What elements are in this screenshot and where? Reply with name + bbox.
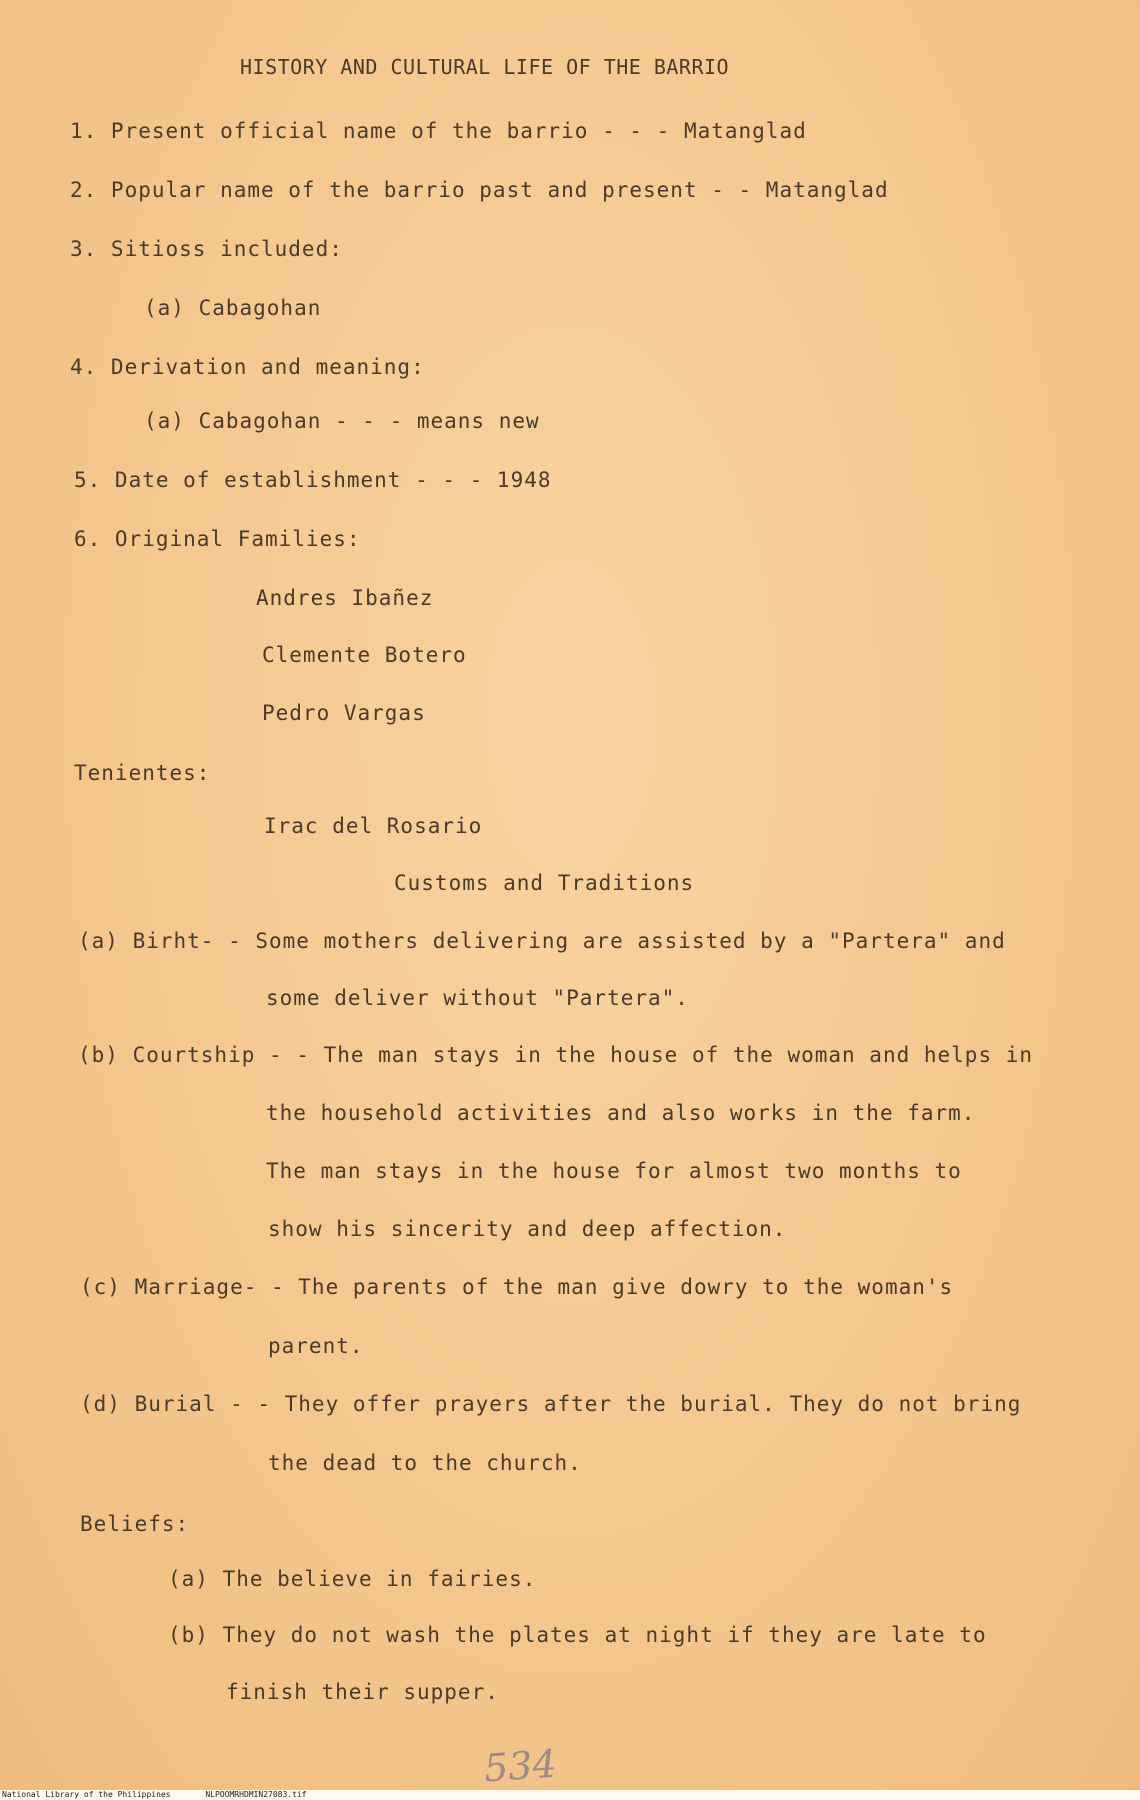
custom-courtship-1: (b) Courtship - - The man stays in the house of the woman and helps in <box>78 1043 1034 1067</box>
customs-heading: Customs and Traditions <box>394 871 695 895</box>
custom-burial-2: the dead to the church. <box>268 1451 582 1475</box>
custom-marriage-2: parent. <box>268 1334 364 1358</box>
custom-courtship-2: the household activities and also works in the farm. <box>266 1101 976 1125</box>
beliefs-label: Beliefs: <box>80 1512 190 1536</box>
teniente-name: Irac del Rosario <box>264 814 483 838</box>
custom-birth-2: some deliver without "Partera". <box>266 986 689 1010</box>
item-1: 1. Present official name of the barrio - - - Matanglad <box>70 119 807 143</box>
item-3: 3. Sitioss included: <box>70 237 343 261</box>
belief-a: (a) The believe in fairies. <box>168 1567 537 1591</box>
custom-marriage-1: (c) Marriage- - The parents of the man give dowry to the woman's <box>80 1275 954 1299</box>
belief-b-1: (b) They do not wash the plates at night if they are late to <box>168 1623 987 1647</box>
page-title: HISTORY AND CULTURAL LIFE OF THE BARRIO <box>240 55 730 79</box>
page-number: 534 <box>482 1741 558 1791</box>
item-4a: (a) Cabagohan - - - means new <box>144 409 540 433</box>
item-2: 2. Popular name of the barrio past and present - - Matanglad <box>70 178 889 202</box>
custom-burial-1: (d) Burial - - They offer prayers after the burial. They do not bring <box>80 1392 1022 1416</box>
item-4: 4. Derivation and meaning: <box>70 355 425 379</box>
belief-b-2: finish their supper. <box>226 1680 499 1704</box>
custom-birth-1: (a) Birht- - Some mothers delivering are assisted by a "Partera" and <box>78 929 1006 953</box>
item-3a: (a) Cabagohan <box>144 296 322 320</box>
item-6: 6. Original Families: <box>74 527 361 551</box>
custom-courtship-3: The man stays in the house for almost two months to <box>266 1159 962 1183</box>
family-2: Clemente Botero <box>262 643 467 667</box>
tenientes-label: Tenientes: <box>74 761 211 785</box>
footer-library: National Library of the Philippines <box>2 1790 171 1799</box>
family-3: Pedro Vargas <box>262 701 426 725</box>
family-1: Andres Ibañez <box>256 586 434 610</box>
item-5: 5. Date of establishment - - - 1948 <box>74 468 552 492</box>
footer-file: NLPOOMRHDMIN27083.tif <box>205 1790 307 1799</box>
scan-footer <box>0 1790 1140 1800</box>
custom-courtship-4: show his sincerity and deep affection. <box>268 1217 787 1241</box>
